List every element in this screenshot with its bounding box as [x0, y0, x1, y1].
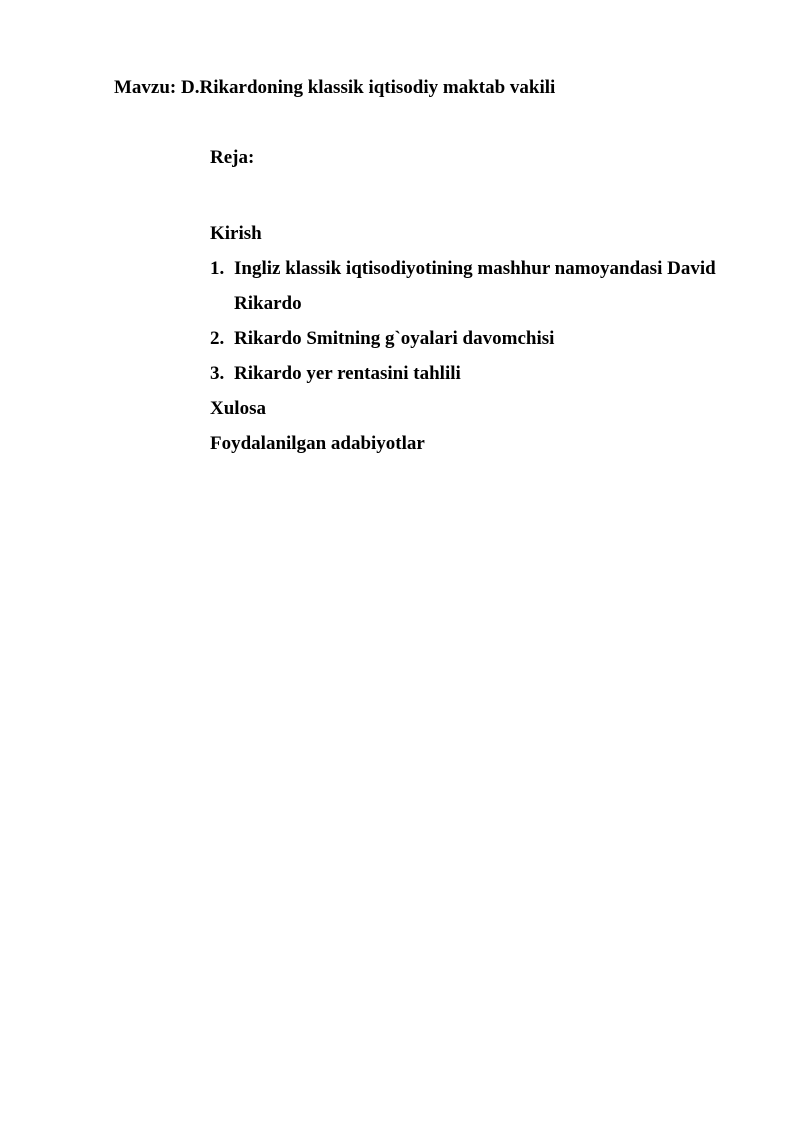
list-item-number: 2. [210, 328, 225, 349]
plan-section [210, 146, 770, 461]
list-item-text: Rikardo yer rentasini tahlili [234, 363, 461, 384]
list-item-text: Rikardo Smitning g`oyalari davomchisi [234, 328, 555, 349]
conclusion-line: Xulosa [210, 398, 266, 419]
list-item-number: 1. [210, 258, 225, 279]
plan-list-item [210, 321, 770, 356]
list-item-number: 3. [210, 363, 225, 384]
plan-list-item [210, 356, 770, 391]
plan-list-item [210, 251, 770, 321]
plan-body [210, 216, 770, 461]
plan-list [210, 251, 770, 391]
intro-line: Kirish [210, 223, 262, 244]
references-line: Foydalanilgan adabiyotlar [210, 433, 425, 454]
document-title: Mavzu: D.Rikardoning klassik iqtisodiy maktab vakili [114, 77, 556, 98]
list-item-text: Ingliz klassik iqtisodiyotining mashhur namoyandasi David Rikardo [234, 258, 716, 314]
plan-heading: Reja: [210, 147, 255, 168]
